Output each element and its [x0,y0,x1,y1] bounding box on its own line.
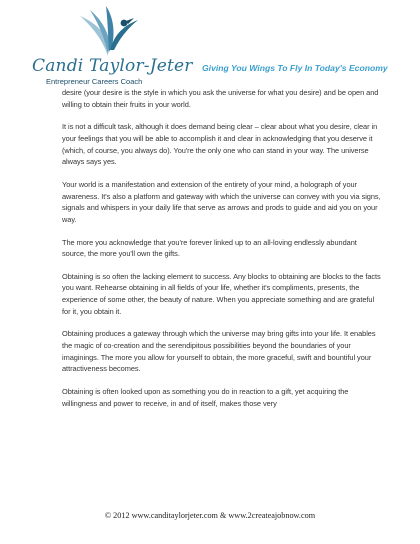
paragraph: Obtaining produces a gateway through which the universe may bring gifts into your life. It enables the magic of co-creation and the serendipitous possibilities beyond the boundaries of your imaginings. The more you allow for yourself to obtain, the more graceful, swift and bountiful your attractiveness becomes. [62,329,376,374]
paragraph: Obtaining is often looked upon as something you do in reaction to a gift, yet acquiring the willingness and power to receive, in and of itself, makes those very [62,387,349,408]
bird-wing-logo [78,6,142,58]
paragraph: desire (your desire is the style in which you ask the universe for what you desire) and be open and willing to obtain their fruits in your world. [62,88,379,109]
tagline: Giving You Wings To Fly In Today's Economy [202,63,388,73]
article-body [62,87,382,420]
paragraph: Your world is a manifestation and extension of the entirety of your mind, a holograph of your awareness. It's also a platform and gateway with which the universe can convey with you via signs, signals and whispers in your daily life that serve as arrows and prods to guide and aid you on your way. [62,179,381,224]
page-header [0,0,420,92]
brand-subtitle: Entrepreneur Careers Coach [46,77,143,86]
paragraph: The more you acknowledge that you're forever linked up to an all-loving endlessly abundant source, the more you'll own the gifts. [62,237,357,259]
page-footer: © 2012 www.canditaylorjeter.com & www.2createajobnow.com [104,511,316,520]
brand-name: Candi Taylor-Jeter [32,56,193,76]
paragraph: It is not a difficult task, although it does demand being clear – clear about what you desire, clear in your feelings that you will be able to accomplish it and clear in acknowledging that you deserve it (which, of course, you always do). You're the only one who can stand in your way. The universe always says yes. [62,122,378,167]
paragraph: Obtaining is so often the lacking element to success. Any blocks to obtaining are blocks to the facts you want. Rehearse obtaining in all fields of your life, whether it's compliments, presents, the experience of some other, the beauty of nature. When you appreciate something and are grateful for it, you obtain it. [62,271,381,316]
